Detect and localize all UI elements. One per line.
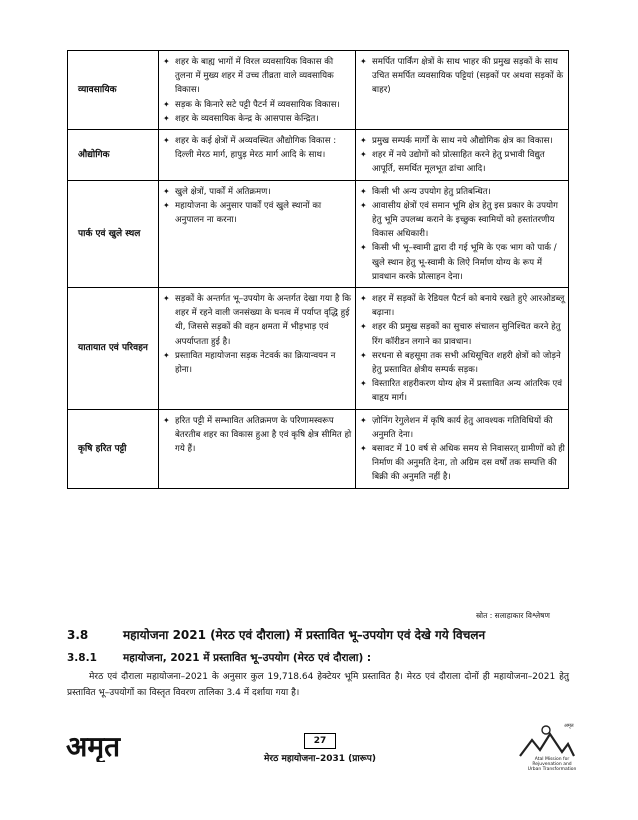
issues-cell — [159, 180, 356, 287]
bullet-item: ✦ शहर के कई क्षेत्रों में अव्यवस्थित औद्योगिक विकास : दिल्ली मेरठ मार्ग, हापुड़ मेरठ मार्ग आदि के साथ। — [162, 134, 352, 162]
bullet-list — [162, 185, 352, 228]
bullet-list — [359, 134, 565, 177]
bullet-item: ✦ समर्पित पार्किंग क्षेत्रों के साथ भाहर की प्रमुख सड़कों के साथ उचित समर्पित व्यवसायिक पट्टियां (सड़कों पर अथवा सड़कों के बाहर) — [359, 55, 565, 98]
bullet-item: ✦ किसी भी अन्य उपयोग हेतु प्रतिबन्धित। — [359, 185, 565, 199]
proposals-cell — [356, 288, 569, 410]
bullet-item: ✦ सरधना से बहसूमा तक सभी अधिसूचित शहरी क्षेत्रों को जोड़ने हेतु प्रस्तावित क्षेत्रीय सम्पर्क सड़क। — [359, 349, 565, 377]
proposals-cell — [356, 130, 569, 181]
issues-cell — [159, 130, 356, 181]
bullet-item: ✦ किसी भी भू–स्वामी द्वारा दी गई भूमि के एक भाग को पार्क / खुले स्थान हेतु भू-स्वामी के लिऐ निर्माण योग्य के रूप में प्रावधान करके प्रोत्साहन देना। — [359, 241, 565, 284]
bullet-item: ✦ शहर में सड़कों के रेडियल पैटर्न को बनाये रखते हुऐ आरओडब्लू बढ़ाना। — [359, 292, 565, 320]
proposals-cell — [356, 180, 569, 287]
bullet-item: ✦ ज़ोनिंग रेगुलेशन में कृषि कार्य हेतु आवश्यक गतिविधियों की अनुमति देना। — [359, 414, 565, 442]
bullet-item: ✦ सड़कों के अन्तर्गत भू–उपयोग के अन्तर्गत देखा गया है कि शहर में रहने वाली जनसंख्या के घनत्व में पर्याप्त वृद्धि हुई थी, जिससे सड़कों की वहन क्षमता में भीड़भाड़ एवं अपर्याप्तता हुई है। — [162, 292, 352, 349]
bullet-item: ✦ शहर की प्रमुख सड़कों का सुचारु संचालन सुनिश्चित करने हेतु रिंग कॉरीडन लगाने का प्रावधान। — [359, 320, 565, 348]
bullet-list — [359, 185, 565, 284]
table-row — [68, 409, 569, 488]
bullet-item: ✦ प्रस्तावित महायोजना सड़क नेटवर्क का क्रियान्वयन न होना। — [162, 349, 352, 377]
subsection-title: महायोजना, 2021 में प्रस्तावित भू–उपयोग (मेरठ एवं दौराला) : — [123, 652, 372, 664]
issues-cell — [159, 51, 356, 130]
issues-cell — [159, 288, 356, 410]
bullet-item: ✦ आवासीय क्षेत्रों एवं समान भूमि क्षेत्र हेतु इस प्रकार के उपयोग हेतु भूमि उपलब्ध कराने के इच्छुक स्वामियों को हस्तांतरणीय विकास अधिकारी। — [359, 199, 565, 242]
amrut-mission-caption: Atal Mission for Rejuvenation and Urban Transformation — [527, 757, 577, 772]
table-row — [68, 130, 569, 181]
bullet-item: ✦ बसावट में 10 वर्ष से अधिक समय से निवासरत् ग्रामीणों को ही निर्माण की अनुमति देना, तो अग्रिम दस वर्षों तक सम्पत्ति की बिक्री की अनुमति नहीं है। — [359, 442, 565, 485]
bullet-list — [162, 292, 352, 377]
bullet-list — [359, 292, 565, 406]
section-heading — [67, 626, 485, 643]
subsection-heading — [67, 651, 371, 665]
bullet-item: ✦ प्रमुख सम्पर्क मार्गों के साथ नये औद्योगिक क्षेत्र का विकास। — [359, 134, 565, 148]
amrut-logo-left — [64, 728, 152, 762]
bullet-item: ✦ हरित पट्टी में सम्भावित अतिक्रमण के परिणामस्वरूप बेतरतीब शहर का विकास हुआ है एवं कृषि क्षेत्र सीमित हो गये हैं। — [162, 414, 352, 457]
bullet-list — [162, 134, 352, 162]
section-title: महायोजना 2021 (मेरठ एवं दौराला) में प्रस्तावित भू–उपयोग एवं देखे गये विचलन — [123, 628, 486, 642]
bullet-item: ✦ शहर के व्यवसायिक केन्द्र के आसपास केन्द्रित। — [162, 112, 352, 126]
proposals-cell — [356, 51, 569, 130]
page-number: 27 — [304, 733, 336, 749]
subsection-number: 3.8.1 — [67, 652, 97, 664]
bullet-item: ✦ शहर के बाह्य भागों में विरल व्यवसायिक विकास की तुलना में मुख्य शहर में उच्च तीव्रता वाले व्यवसायिक विकास। — [162, 55, 352, 98]
bullet-list — [162, 55, 352, 126]
table-row — [68, 180, 569, 287]
category-cell: कृषि हरित पट्टी — [68, 409, 159, 488]
issues-cell — [159, 409, 356, 488]
bullet-list — [162, 414, 352, 457]
proposals-cell — [356, 409, 569, 488]
bullet-item: ✦ सड़क के किनारे सटे पट्टी पैटर्न में व्यवसायिक विकास। — [162, 98, 352, 112]
table-source: स्रोत : सलाहाकार विश्लेषण — [476, 611, 550, 620]
bullet-item: ✦ शहर में नये उद्योगों को प्रोत्साहित करने हेतु प्रभावी विद्युत आपूर्ति, समर्थित मूलभूत ढांचा आदि। — [359, 148, 565, 176]
land-use-issues-table — [67, 50, 569, 489]
table-row — [68, 288, 569, 410]
category-cell: औद्योगिक — [68, 130, 159, 181]
category-cell: पार्क एवं खुले स्थल — [68, 180, 159, 287]
svg-text:अमृत: अमृत — [564, 723, 574, 729]
bullet-list — [359, 55, 565, 98]
category-cell: व्यावसायिक — [68, 51, 159, 130]
amrut-logo-text: अमृत — [66, 730, 121, 762]
table-row — [68, 51, 569, 130]
bullet-list — [359, 414, 565, 485]
bullet-item: ✦ खुले क्षेत्रों, पार्कों में अतिक्रमण। — [162, 185, 352, 199]
bullet-item: ✦ महायोजना के अनुसार पार्कों एवं खुले स्थानों का अनुपालन ना करना। — [162, 199, 352, 227]
section-number: 3.8 — [67, 628, 89, 642]
footer-title: मेरठ महायोजना–2031 (प्रारूप) — [264, 754, 376, 764]
category-cell: यातायात एवं परिवहन — [68, 288, 159, 410]
body-paragraph: मेरठ एवं दौराला महायोजना–2021 के अनुसार कुल 19,718.64 हेक्टेयर भूमि प्रस्तावित है। मेरठ एवं दौराला दोनों ही महायोजना–2021 हेतु प्रस्तावित भू–उपयोगों का विस्तृत विवरण तालिका 3.4 में दर्शाया गया है। — [67, 672, 569, 698]
bullet-item: ✦ विस्तारित शहरीकरण योग्य क्षेत्र में प्रस्तावित अन्य आंतरिक एवं बाहृय मार्ग। — [359, 377, 565, 405]
